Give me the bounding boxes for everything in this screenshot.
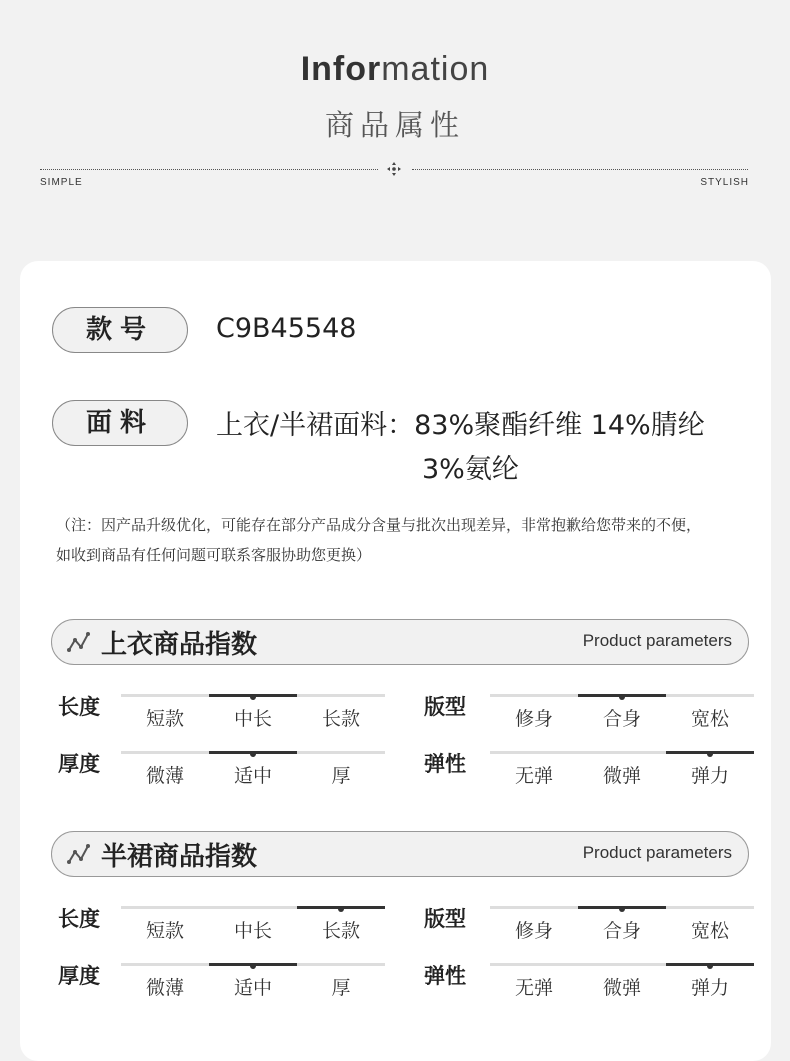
scale-segment [666,906,754,909]
fabric-line-2: 3%氨纶 [422,454,519,485]
attribute-label: 长度 [58,695,100,719]
attribute-label: 版型 [424,907,466,931]
scale-segment-selected [666,963,754,966]
fabric-label: 面料 [52,400,188,446]
attribute-label: 弹性 [424,964,466,988]
scale-segment-selected [578,906,666,909]
scale-segment-selected [209,694,297,697]
section-header [51,619,749,665]
attribute-label: 厚度 [58,964,100,988]
scale-segment-selected [297,906,385,909]
scale-segment [490,694,578,697]
attribute-label: 长度 [58,907,100,931]
scale-segment [297,963,385,966]
section-subtitle: Product parameters [582,631,732,650]
scale-segment [121,694,209,697]
attribute-scale [490,694,754,730]
scale-segment [666,694,754,697]
scale-segment [121,906,209,909]
attribute-label: 版型 [424,695,466,719]
scale-segment [578,963,666,966]
note-line-2: 如收到商品有任何问题可联系客服协助您更换） [56,546,372,564]
scale-option: 弹力 [690,977,729,999]
scale-option: 短款 [145,708,184,730]
section-title: 上衣商品指数 [101,630,258,660]
line-chart-icon [67,631,91,653]
tag-stylish: STYLISH [700,177,749,188]
title-english-light: mation [381,50,490,88]
scale-option: 微薄 [145,977,184,999]
scale-option: 修身 [514,920,553,942]
scale-option: 宽松 [690,708,729,730]
scale-segment-selected [209,963,297,966]
attribute-scale [121,694,385,730]
divider-left [40,169,378,170]
attribute-scale [121,963,385,999]
tag-simple: SIMPLE [40,177,83,188]
four-point-cross-icon [386,161,402,177]
attribute-scale [490,906,754,942]
scale-option: 无弹 [514,765,553,787]
style-number-label: 款号 [52,307,188,353]
scale-option: 合身 [602,920,641,942]
scale-option: 中长 [233,920,272,942]
fabric-line-1: 上衣/半裙面料：83%聚酯纤维 14%腈纶 [216,410,705,441]
scale-option: 弹力 [690,765,729,787]
scale-option: 宽松 [690,920,729,942]
scale-segment [297,694,385,697]
scale-option: 厚 [331,977,351,999]
scale-option: 微弹 [602,977,641,999]
divider-right [412,169,748,170]
attribute-scale [490,963,754,999]
title-chinese: 商品属性 [324,108,465,142]
scale-option: 适中 [233,977,272,999]
title-english [0,50,790,89]
line-chart-icon [67,843,91,865]
scale-option: 长款 [321,708,360,730]
attribute-label: 弹性 [424,752,466,776]
note-line-1: （注：因产品升级优化，可能存在部分产品成分含量与批次出现差异，非常抱歉给您带来的不便， [56,516,702,534]
scale-option: 长款 [321,920,360,942]
scale-segment [121,751,209,754]
attribute-label: 厚度 [58,752,100,776]
scale-option: 短款 [145,920,184,942]
scale-segment-selected [578,694,666,697]
scale-segment [490,751,578,754]
attribute-scale [121,751,385,787]
scale-option: 无弹 [514,977,553,999]
scale-option: 微薄 [145,765,184,787]
section-title: 半裙商品指数 [101,842,258,872]
style-number-value: C9B45548 [216,313,357,344]
scale-option: 修身 [514,708,553,730]
scale-segment [490,963,578,966]
section-header [51,831,749,877]
scale-segment-selected [666,751,754,754]
title-english-bold: Infor [300,50,382,88]
scale-option: 适中 [233,765,272,787]
scale-segment [297,751,385,754]
scale-option: 合身 [602,708,641,730]
scale-segment [121,963,209,966]
scale-option: 厚 [331,765,351,787]
section-subtitle: Product parameters [582,843,732,862]
scale-segment-selected [209,751,297,754]
scale-segment [209,906,297,909]
scale-segment [578,751,666,754]
scale-option: 中长 [233,708,272,730]
attribute-scale [121,906,385,942]
attribute-scale [490,751,754,787]
scale-segment [490,906,578,909]
scale-option: 微弹 [602,765,641,787]
